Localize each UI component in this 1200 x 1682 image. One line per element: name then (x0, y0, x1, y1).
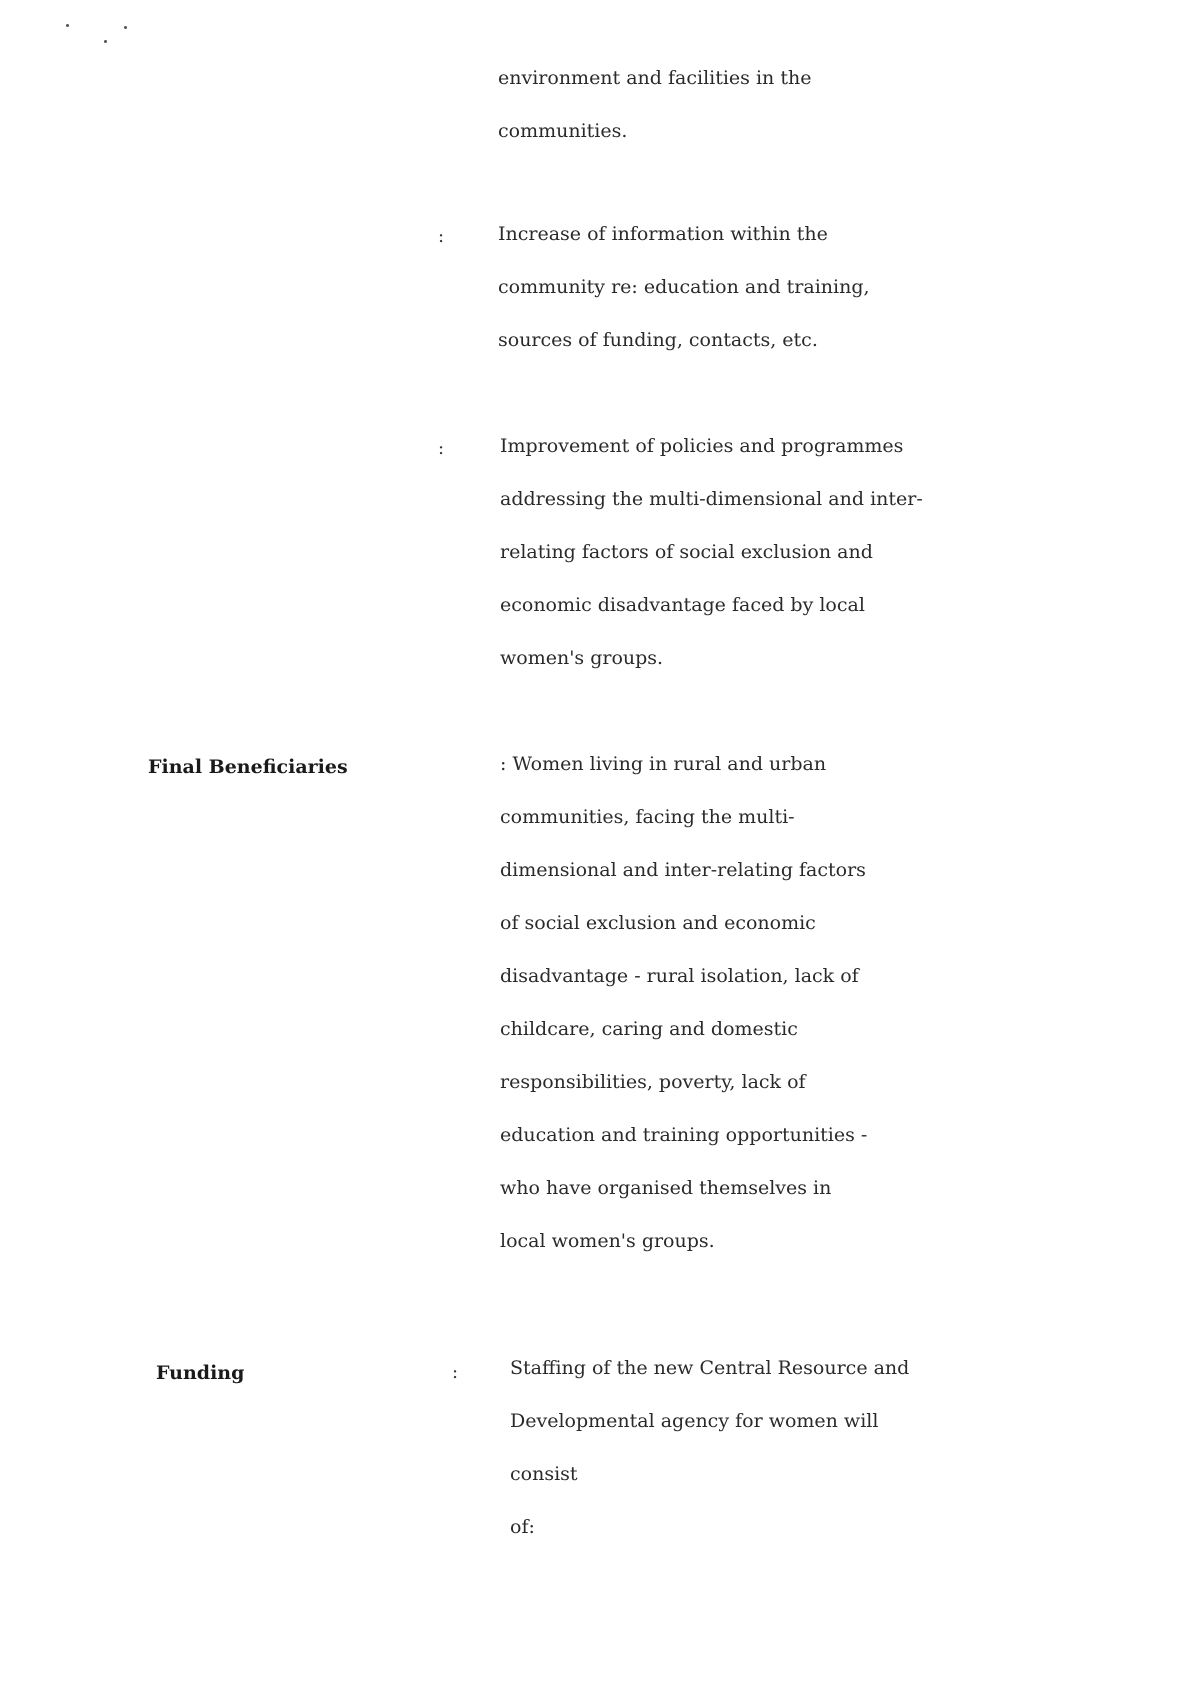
section-label-funding: Funding (156, 1362, 245, 1384)
text-line: education and training opportunities - (500, 1124, 868, 1146)
text-line: communities, facing the multi- (500, 806, 795, 828)
text-line: sources of funding, contacts, etc. (498, 329, 818, 351)
section-label-final-beneficiaries: Final Beneficiaries (148, 756, 348, 778)
text-line: Improvement of policies and programmes (500, 435, 904, 457)
text-block-funding (510, 1342, 1070, 1554)
text-line: who have organised themselves in (500, 1177, 832, 1199)
text-line: responsibilities, poverty, lack of (500, 1071, 806, 1093)
text-line: childcare, caring and domestic (500, 1018, 798, 1040)
text-line: community re: education and training, (498, 276, 870, 298)
colon-marker: : (452, 1362, 459, 1383)
text-line: consist (510, 1463, 578, 1485)
text-line: addressing the multi-dimensional and inter- (500, 488, 923, 510)
text-line: Staffing of the new Central Resource and (510, 1357, 910, 1379)
colon-marker: : (438, 226, 445, 247)
text-line: Increase of information within the (498, 223, 828, 245)
text-line: disadvantage - rural isolation, lack of (500, 965, 859, 987)
scan-speck (66, 24, 69, 27)
text-block-information (498, 208, 1058, 367)
text-line: Developmental agency for women will (510, 1410, 879, 1432)
text-line: of social exclusion and economic (500, 912, 816, 934)
text-line: economic disadvantage faced by local (500, 594, 865, 616)
text-line: communities. (498, 120, 628, 142)
scan-speck (104, 40, 107, 43)
text-line: environment and facilities in the (498, 67, 812, 89)
text-line: women's groups. (500, 647, 664, 669)
text-line: local women's groups. (500, 1230, 715, 1252)
text-block-final-beneficiaries (500, 738, 1060, 1268)
text-line: relating factors of social exclusion and (500, 541, 873, 563)
text-line: of: (510, 1516, 535, 1538)
text-line: : Women living in rural and urban (500, 753, 827, 775)
scan-speck (124, 26, 127, 29)
colon-marker: : (438, 438, 445, 459)
text-block-policies (500, 420, 1060, 685)
text-block-environment (498, 52, 1058, 158)
text-line: dimensional and inter-relating factors (500, 859, 866, 881)
